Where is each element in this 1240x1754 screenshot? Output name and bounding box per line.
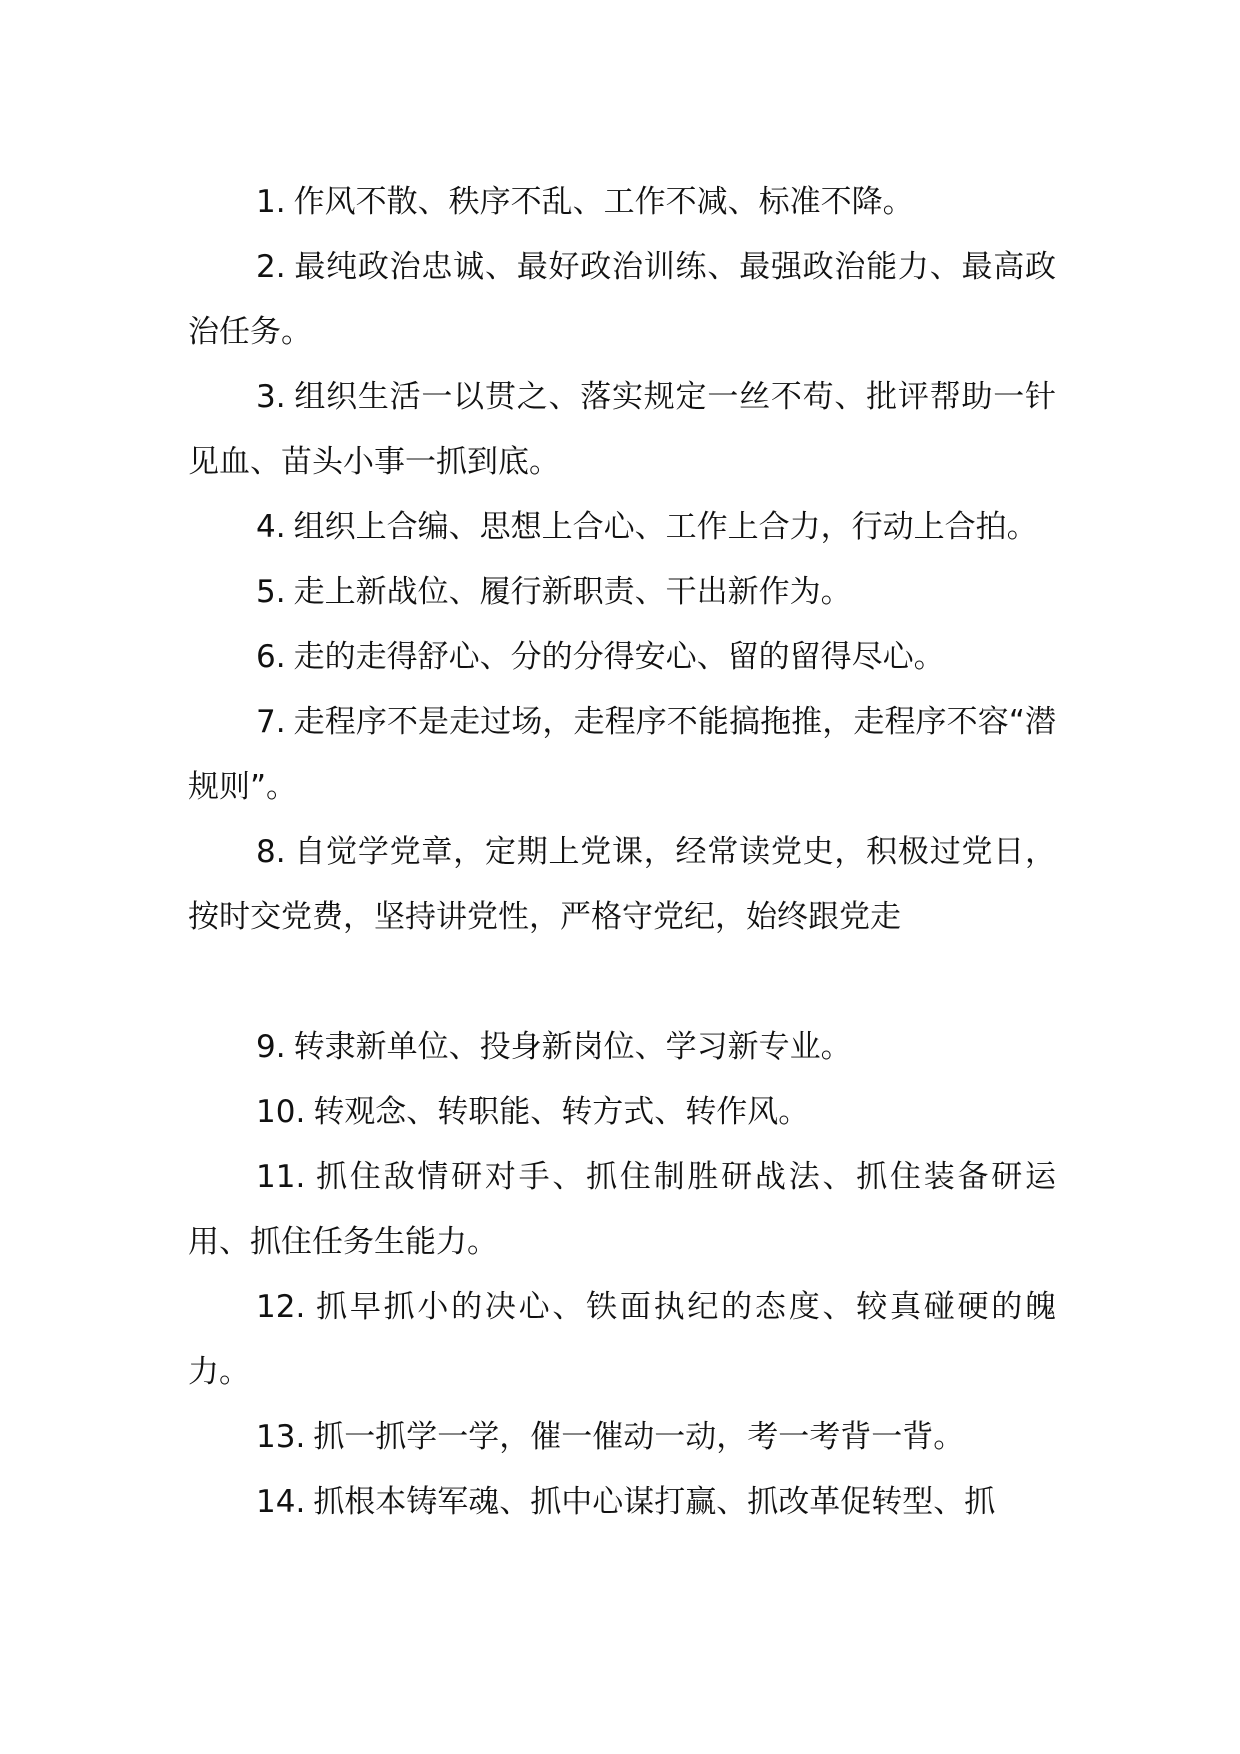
item-number: 2. [256, 249, 286, 285]
item-text: 抓一抓学一学，催一催动一动，考一考背一背。 [313, 1419, 965, 1455]
document-body [188, 170, 1056, 1535]
item-text: 走程序不是走过场，走程序不能搞拖推，走程序不容“潜规则”。 [188, 704, 1056, 805]
list-item-2 [188, 235, 1056, 365]
list-item-8 [188, 820, 1056, 950]
item-text: 最纯政治忠诚、最好政治训练、最强政治能力、最高政治任务。 [188, 249, 1056, 350]
list-item-12 [188, 1275, 1056, 1405]
item-number: 7. [256, 704, 286, 740]
item-number: 8. [256, 834, 286, 870]
list-item-5 [188, 560, 1056, 625]
item-number: 1. [256, 184, 286, 220]
blank-line [188, 950, 1056, 1015]
item-number: 13. [256, 1419, 306, 1455]
item-number: 6. [256, 639, 286, 675]
item-number: 5. [256, 574, 286, 610]
list-item-9 [188, 1015, 1056, 1080]
item-text: 抓早抓小的决心、铁面执纪的态度、较真碰硬的魄力。 [188, 1289, 1056, 1390]
list-item-3 [188, 365, 1056, 495]
item-text: 走的走得舒心、分的分得安心、留的留得尽心。 [293, 639, 945, 675]
item-text: 转隶新单位、投身新岗位、学习新专业。 [293, 1029, 852, 1065]
list-item-7 [188, 690, 1056, 820]
item-number: 4. [256, 509, 286, 545]
item-text: 组织生活一以贯之、落实规定一丝不苟、批评帮助一针见血、苗头小事一抓到底。 [188, 379, 1056, 480]
item-text: 抓根本铸军魂、抓中心谋打赢、抓改革促转型、抓 [313, 1484, 996, 1520]
list-item-13 [188, 1405, 1056, 1470]
item-text: 抓住敌情研对手、抓住制胜研战法、抓住装备研运用、抓住任务生能力。 [188, 1159, 1056, 1260]
item-number: 14. [256, 1484, 306, 1520]
list-item-1 [188, 170, 1056, 235]
item-text: 走上新战位、履行新职责、干出新作为。 [293, 574, 852, 610]
item-number: 11. [256, 1159, 306, 1195]
item-text: 组织上合编、思想上合心、工作上合力，行动上合拍。 [293, 509, 1038, 545]
list-item-14 [188, 1470, 1056, 1535]
list-item-6 [188, 625, 1056, 690]
list-item-10 [188, 1080, 1056, 1145]
item-text: 作风不散、秩序不乱、工作不减、标准不降。 [293, 184, 914, 220]
list-item-11 [188, 1145, 1056, 1275]
item-number: 12. [256, 1289, 306, 1325]
item-text: 转观念、转职能、转方式、转作风。 [313, 1094, 810, 1130]
item-number: 9. [256, 1029, 286, 1065]
item-number: 10. [256, 1094, 306, 1130]
list-item-4 [188, 495, 1056, 560]
item-number: 3. [256, 379, 286, 415]
item-text: 自觉学党章，定期上党课，经常读党史，积极过党日，按时交党费，坚持讲党性，严格守党纪，始终跟党走 [188, 834, 1056, 935]
